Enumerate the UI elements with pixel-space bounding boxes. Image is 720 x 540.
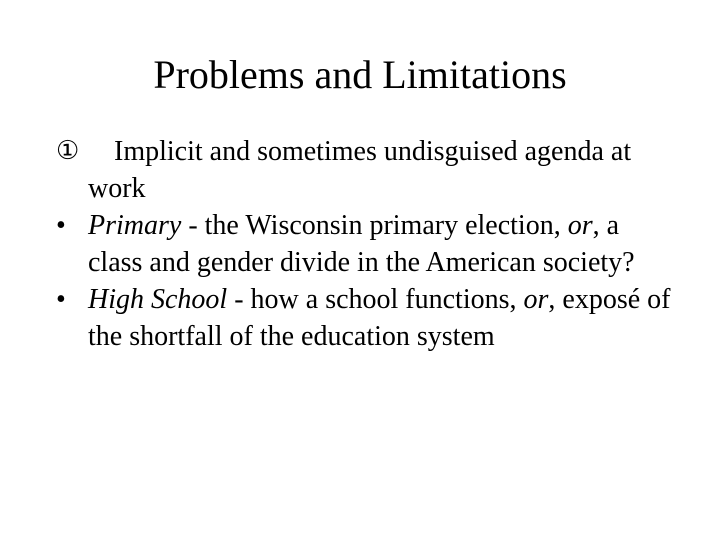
slide-title: Problems and Limitations: [153, 52, 567, 97]
bullet-icon: •: [56, 284, 66, 315]
item-term: Primary: [88, 210, 182, 241]
item-text: Implicit and sometimes undisguised agenda at work: [88, 136, 632, 204]
item-description: - how a school functions,: [227, 284, 524, 315]
item-or: or: [523, 284, 549, 315]
item-or: or: [567, 210, 593, 241]
item-description: - the Wisconsin primary election,: [181, 210, 568, 241]
list-item: [56, 133, 676, 207]
item-alternative: , a class and gender divide in the American society?: [88, 210, 635, 278]
list-item: [56, 207, 676, 281]
item-term: High School: [88, 284, 228, 315]
item-alternative: , exposé of the shortfall of the education system: [88, 284, 671, 352]
slide-body: [56, 133, 676, 355]
circled-number-one-icon: ①: [56, 136, 80, 166]
bullet-icon: •: [56, 210, 66, 241]
list-item: [56, 281, 676, 355]
